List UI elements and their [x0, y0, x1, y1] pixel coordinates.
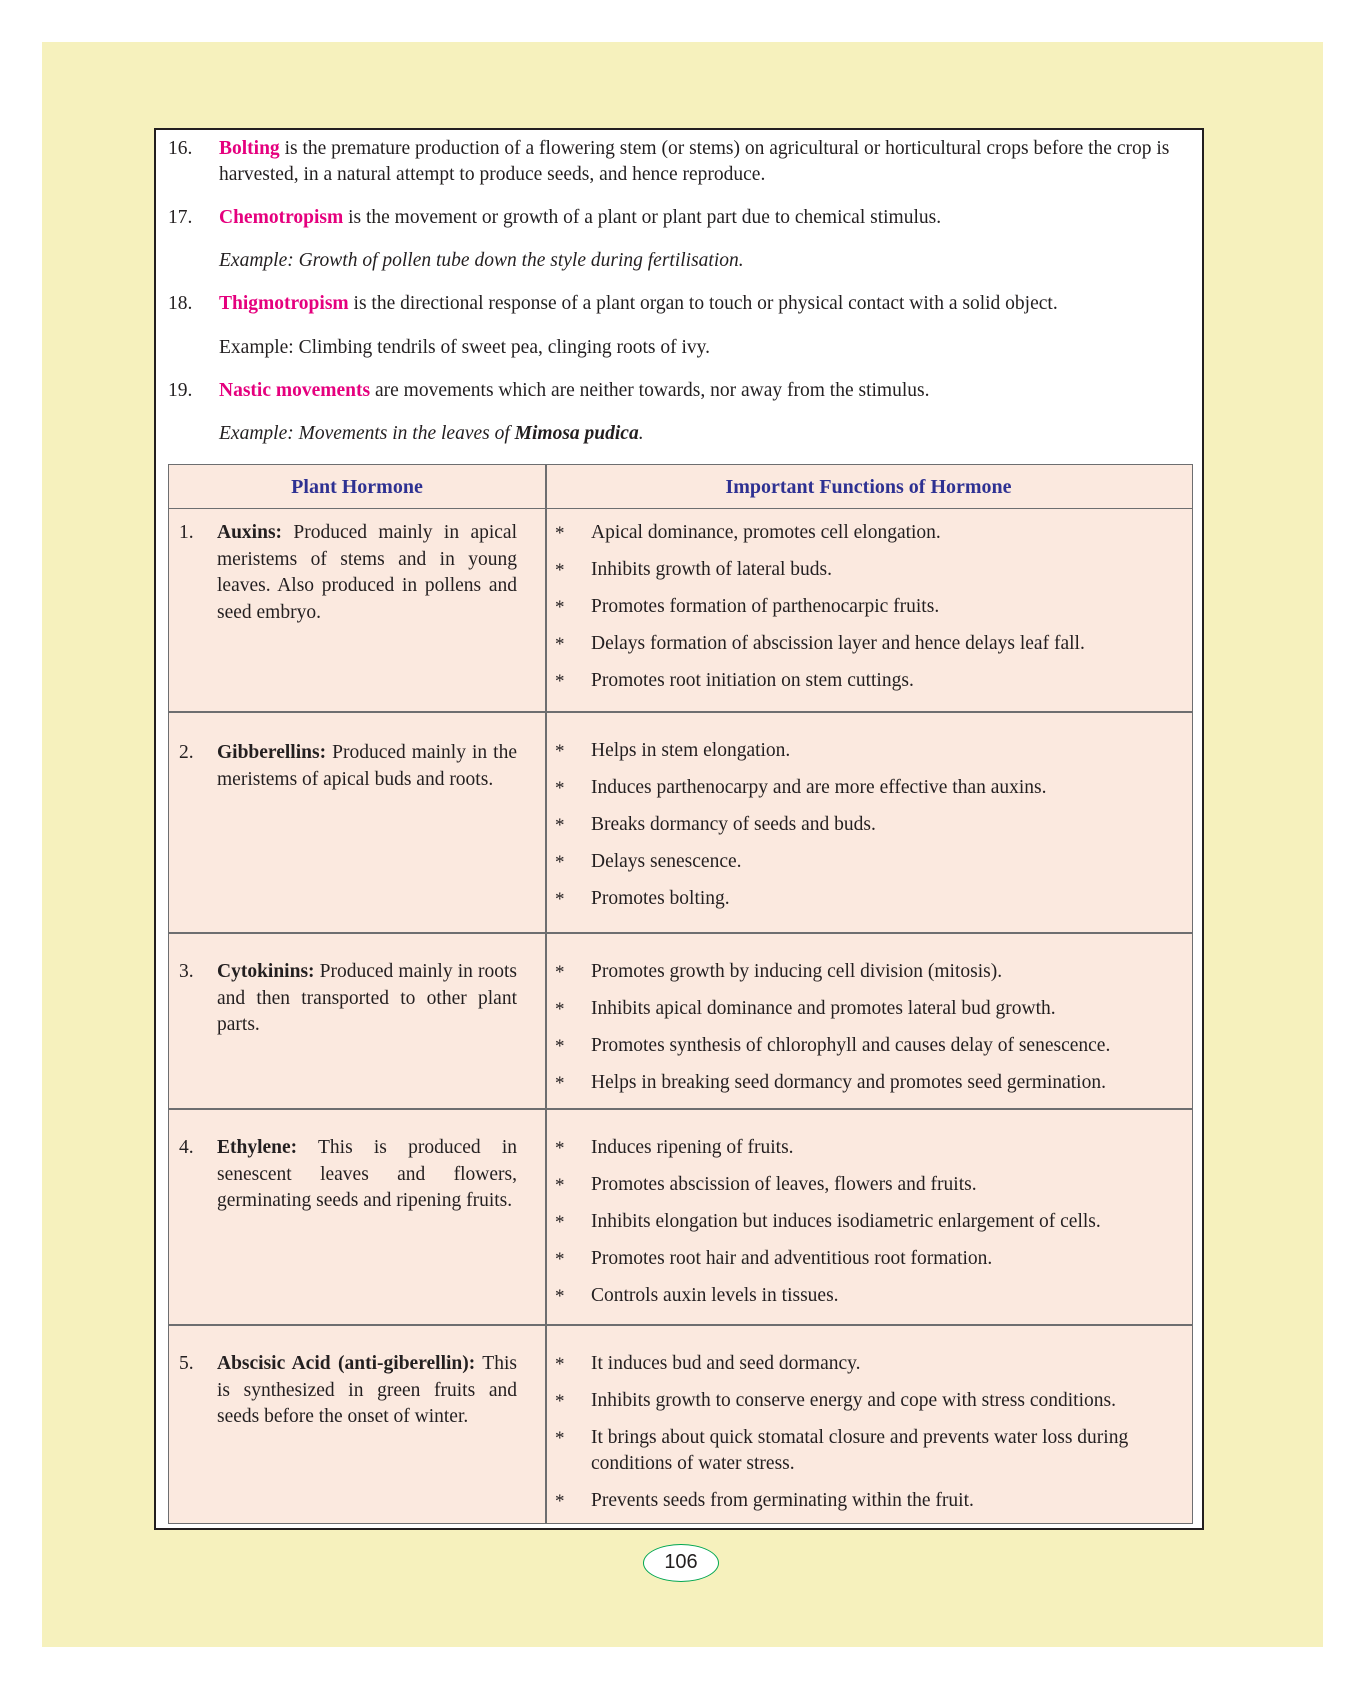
bullet-star: * — [555, 671, 565, 692]
list-item: * Helps in breaking seed dormancy and promotes seed germination. — [545, 1070, 1192, 1096]
function-list — [545, 738, 1192, 923]
definition-term: Nastic movements — [219, 380, 371, 401]
list-item: * Helps in stem elongation. — [545, 738, 1192, 764]
function-list — [545, 520, 1192, 705]
row-number: 2. — [179, 742, 194, 763]
list-item: * Induces ripening of fruits. — [545, 1135, 1192, 1161]
list-item: * Inhibits growth of lateral buds. — [545, 557, 1192, 583]
list-item: * Promotes abscission of leaves, flowers and fruits. — [545, 1172, 1192, 1198]
definition-text: is the movement or growth of a plant or plant part due to chemical stimulus. — [343, 207, 942, 228]
list-item: * Controls auxin levels in tissues. — [545, 1283, 1192, 1309]
list-item: * Prevents seeds from germinating within the fruit. — [545, 1488, 1192, 1514]
list-item: * It induces bud and seed dormancy. — [545, 1351, 1192, 1377]
definition-number: 18. — [168, 293, 193, 314]
definition-text: are movements which are neither towards, nor away from the stimulus. — [370, 380, 930, 401]
row-number: 5. — [179, 1353, 194, 1374]
hormone-description: Produced mainly in roots and then transported to other plant parts. — [217, 961, 517, 1035]
hormone-name: Ethylene: — [217, 1137, 298, 1158]
list-item: * Inhibits apical dominance and promotes lateral bud growth. — [545, 996, 1192, 1022]
example-suffix: . — [638, 423, 644, 444]
bullet-star: * — [555, 741, 565, 762]
list-item: * Inhibits elongation but induces isodiametric enlargement of cells. — [545, 1209, 1192, 1235]
function-list — [545, 1135, 1192, 1320]
list-item: * Induces parthenocarpy and are more effective than auxins. — [545, 775, 1192, 801]
bullet-star: * — [555, 1175, 565, 1196]
definition-example — [219, 421, 644, 447]
list-item: * It brings about quick stomatal closure and prevents water loss during conditions of water stress. — [555, 1427, 1129, 1474]
header-plant-hormone: Plant Hormone — [291, 476, 423, 498]
list-item: * Promotes root hair and adventitious root formation. — [545, 1246, 1192, 1272]
bullet-star: * — [555, 1286, 565, 1307]
example-text: Example: Movements in the leaves of — [219, 423, 515, 444]
definition-term: Thigmotropism — [219, 293, 349, 314]
bullet-star: * — [555, 852, 565, 873]
definition-number: 17. — [168, 207, 193, 228]
list-item: * Promotes root initiation on stem cuttings. — [545, 668, 1192, 694]
bullet-star: * — [555, 889, 565, 910]
hormone-description: Produced mainly in the meristems of apical buds and roots. — [217, 742, 517, 790]
row-divider — [169, 932, 1192, 934]
definition-term: Chemotropism — [219, 207, 344, 228]
hormone-description: This is produced in senescent leaves and flowers, germinating seeds and ripening fruits. — [217, 1137, 517, 1211]
row-number: 1. — [179, 522, 194, 543]
species-name: Mimosa pudica — [514, 423, 639, 444]
hormone-table — [168, 464, 1193, 1524]
definition-number: 16. — [168, 138, 193, 159]
list-item: * Promotes bolting. — [545, 886, 1192, 912]
bullet-star: * — [555, 523, 565, 544]
page-number: 106 — [643, 1544, 719, 1582]
function-list — [545, 1351, 1192, 1525]
row-number: 4. — [179, 1137, 194, 1158]
bullet-star: * — [555, 1138, 565, 1159]
row-divider — [169, 1324, 1192, 1326]
hormone-name: Abscisic Acid (anti-giberellin): — [217, 1353, 476, 1374]
bullet-star: * — [555, 1428, 565, 1449]
bullet-star: * — [555, 1249, 565, 1270]
table-header — [169, 465, 1192, 509]
definition-term: Bolting — [219, 138, 280, 159]
bullet-star: * — [555, 1354, 565, 1375]
definition-example: Example: Climbing tendrils of sweet pea, clinging roots of ivy. — [219, 337, 711, 358]
definition-text: is the directional response of a plant organ to touch or physical contact with a solid object. — [348, 293, 1058, 314]
list-item: * Promotes formation of parthenocarpic fruits. — [545, 594, 1192, 620]
list-item: * Promotes growth by inducing cell division (mitosis). — [545, 959, 1192, 985]
row-divider — [169, 711, 1192, 713]
bullet-star: * — [555, 815, 565, 836]
hormone-description: Produced mainly in apical meristems of stems and in young leaves. Also produced in pollens and seed embryo. — [217, 522, 517, 623]
bullet-star: * — [555, 560, 565, 581]
definition-example: Example: Growth of pollen tube down the style during fertilisation. — [219, 250, 744, 271]
list-item: * Delays senescence. — [545, 849, 1192, 875]
hormone-name: Gibberellins: — [217, 742, 327, 763]
hormone-description: This is synthesized in green fruits and seeds before the onset of winter. — [217, 1353, 517, 1427]
content-panel — [154, 128, 1204, 1530]
bullet-star: * — [555, 1212, 565, 1233]
list-item: * Apical dominance, promotes cell elongation. — [545, 520, 1192, 546]
list-item: * Breaks dormancy of seeds and buds. — [545, 812, 1192, 838]
hormone-name: Auxins: — [217, 522, 283, 543]
bullet-star: * — [555, 962, 565, 983]
bullet-star: * — [555, 1073, 565, 1094]
row-divider — [169, 1108, 1192, 1110]
bullet-star: * — [555, 1036, 565, 1057]
bullet-star: * — [555, 999, 565, 1020]
definition-number: 19. — [168, 380, 193, 401]
list-item: * Delays formation of abscission layer and hence delays leaf fall. — [545, 631, 1192, 657]
hormone-name: Cytokinins: — [217, 961, 315, 982]
bullet-star: * — [555, 1391, 565, 1412]
bullet-star: * — [555, 597, 565, 618]
list-item: * Promotes synthesis of chlorophyll and causes delay of senescence. — [545, 1033, 1192, 1059]
bullet-star: * — [555, 1491, 565, 1512]
function-list — [545, 959, 1192, 1107]
list-item: * Inhibits growth to conserve energy and cope with stress conditions. — [545, 1388, 1192, 1414]
definition-text: is the premature production of a flowering stem (or stems) on agricultural or horticultural crops before the crop is harvested, in a natural attempt to produce seeds, and hence reproduce. — [219, 138, 1170, 185]
bullet-star: * — [555, 778, 565, 799]
header-functions: Important Functions of Hormone — [725, 476, 1012, 498]
bullet-star: * — [555, 634, 565, 655]
row-number: 3. — [179, 961, 194, 982]
